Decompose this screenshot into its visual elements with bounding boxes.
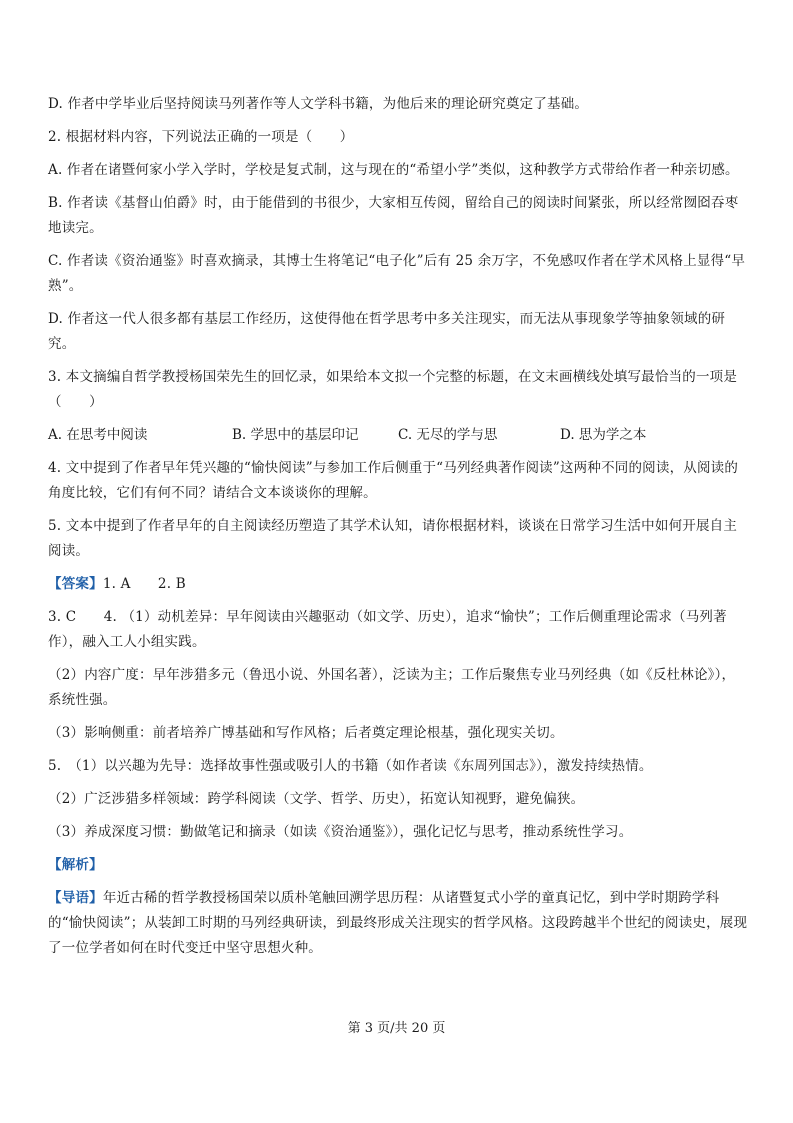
answer-5-part-2: （2）广泛涉猎多样领域：跨学科阅读（文学、哲学、历史），拓宽认知视野，避免偏狭。 [48, 791, 585, 807]
answer-5-part-3: （3）养成深度习惯：勤做笔记和摘录（如读《资治通鉴》），强化记忆与思考，推动系统性学习。 [48, 824, 633, 840]
analysis-label: 【解析】 [48, 857, 103, 873]
answer-label: 【答案】 [48, 576, 103, 592]
answer-5-part-1: 5. （1）以兴趣为先导：选择故事性强或吸引人的书籍（如作者读《东周列国志》），激发持续热情。 [48, 758, 653, 774]
question-2-option-d: D. 作者这一代人很多都有基层工作经历，这使得他在哲学思考中多关注现实，而无法从事现象学等抽象领域的研究。 [48, 311, 726, 352]
question-3: 3. 本文摘编自哲学教授杨国荣先生的回忆录，如果给本文拟一个完整的标题，在文末画横线处填写最恰当的一项是（ ） [48, 369, 738, 410]
answer-1-2: 1. A 2. B [102, 576, 186, 592]
analysis-heading [48, 853, 748, 878]
guide-text: 年近古稀的哲学教授杨国荣以质朴笔触回溯学思历程：从诸暨复式小学的童真记忆，到中学时期跨学科的“愉快阅读”；从装卸工时期的马列经典研读，到最终形成关注现实的哲学风格。这段跨越半个世纪的阅读史，展现了一位学者如何在时代变迁中坚守思想火种。 [48, 890, 748, 956]
guide-label: 【导语】 [48, 890, 103, 906]
question-2-option-b: B. 作者读《基督山伯爵》时，由于能借到的书很少，大家相互传阅，留给自己的阅读时间紧张，所以经常囫囵吞枣地读完。 [48, 195, 739, 236]
question-3-option-d: D. 思为学之本 [560, 427, 647, 443]
page-footer: 第 3 页/共 20 页 [347, 1021, 446, 1036]
document-body [48, 92, 748, 969]
question-3-options [48, 423, 748, 448]
guide-paragraph [48, 886, 748, 961]
answer-3-4: 3. C 4. （1）动机差异：早年阅读由兴趣驱动（如文学、历史），追求“愉快”；工作后侧重理论需求（马列著作），融入工人小组实践。 [48, 609, 727, 650]
question-5: 5. 文本中提到了作者早年的自主阅读经历塑造了其学术认知，请你根据材料，谈谈在日常学习生活中如何开展自主阅读。 [48, 518, 738, 559]
question-3-option-b: B. 学思中的基层印记 [232, 427, 359, 443]
answer-4-part-3: （3）影响侧重：前者培养广博基础和写作风格；后者奠定理论根基，强化现实关切。 [48, 725, 564, 741]
question-2: 2. 根据材料内容，下列说法正确的一项是（ ） [48, 129, 354, 145]
question-2-option-a: A. 作者在诸暨何家小学入学时，学校是复式制，这与现在的“希望小学”类似，这种教学方式带给作者一种亲切感。 [48, 162, 739, 178]
question-2-option-c: C. 作者读《资治通鉴》时喜欢摘录，其博士生将笔记“电子化”后有 25 余万字，不免感叹作者在学术风格上显得“早熟”。 [48, 253, 746, 294]
option-d-line: D. 作者中学毕业后坚持阅读马列著作等人文学科书籍，为他后来的理论研究奠定了基础。 [48, 96, 589, 112]
answer-line-1 [48, 572, 748, 597]
question-3-option-c: C. 无尽的学与思 [398, 427, 498, 443]
answer-4-part-2: （2）内容广度：早年涉猎多元（鲁迅小说、外国名著），泛读为主；工作后聚焦专业马列经典（如《反杜林论》），系统性强。 [48, 667, 736, 708]
question-3-option-a: A. 在思考中阅读 [48, 427, 148, 443]
question-4: 4. 文中提到了作者早年凭兴趣的“愉快阅读”与参加工作后侧重于“马列经典著作阅读”这两种不同的阅读，从阅读的角度比较，它们有何不同？请结合文本谈谈你的理解。 [48, 460, 739, 501]
